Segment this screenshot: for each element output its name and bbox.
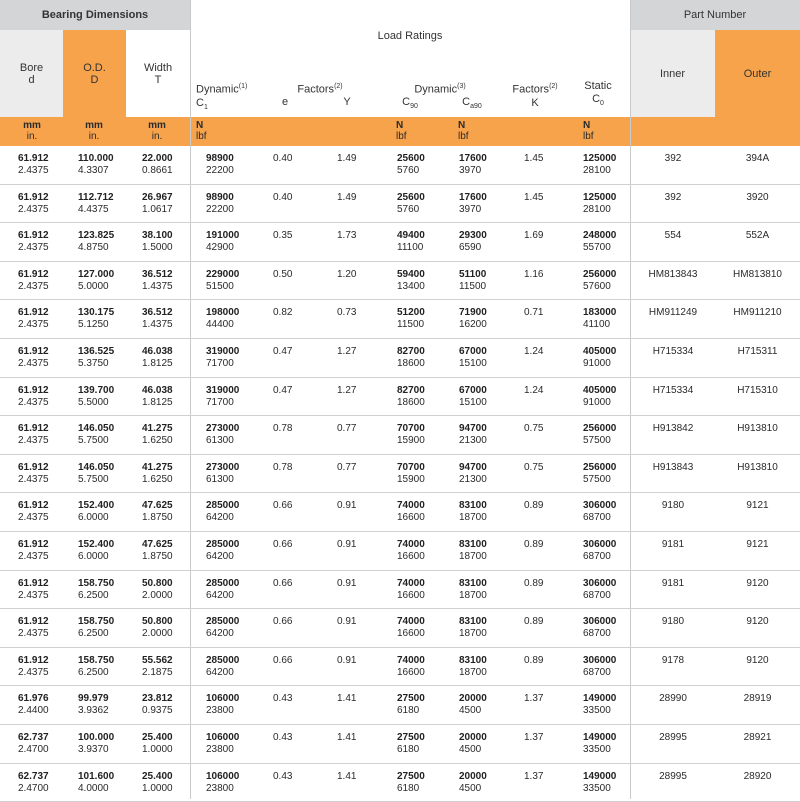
bore-cell: 61.912 2.4375 (18, 385, 78, 409)
outer-part-cell: HM813810 (720, 269, 795, 281)
e-cell: 0.66 (273, 539, 292, 551)
static-header: Static $C_0$ (568, 80, 628, 110)
k-cell: 1.37 (524, 771, 543, 783)
inner-part-cell: H715334 (638, 385, 708, 397)
width-cell: 25.400 1.0000 (142, 732, 202, 756)
c0-cell: 306000 68700 (583, 616, 643, 640)
table-row (0, 764, 800, 802)
c1-cell: 285000 64200 (206, 539, 266, 563)
bore-cell: 61.912 2.4375 (18, 423, 78, 447)
e-cell: 0.78 (273, 423, 292, 435)
table-row (0, 262, 800, 301)
bore-cell: 61.912 2.4375 (18, 578, 78, 602)
y-cell: 0.91 (337, 655, 356, 667)
y-header: Y (332, 96, 362, 108)
ca90-cell: 17600 3970 (459, 192, 519, 216)
y-cell: 1.73 (337, 230, 356, 242)
c90-cell: 82700 18600 (397, 346, 457, 370)
inner-part-cell: H715334 (638, 346, 708, 358)
od-cell: 100.000 3.9370 (78, 732, 138, 756)
e-cell: 0.78 (273, 462, 292, 474)
bore-cell: 61.912 2.4375 (18, 192, 78, 216)
y-cell: 1.41 (337, 693, 356, 705)
unit-width: mm in. (127, 120, 187, 142)
c1-cell: 285000 64200 (206, 616, 266, 640)
ca90-cell: 20000 4500 (459, 693, 519, 717)
width-cell: 23.812 0.9375 (142, 693, 202, 717)
bore-cell: 62.737 2.4700 (18, 771, 78, 795)
width-cell: 36.512 1.4375 (142, 307, 202, 331)
table-row (0, 686, 800, 725)
od-cell: 136.525 5.3750 (78, 346, 138, 370)
width-header (126, 30, 190, 117)
e-cell: 0.66 (273, 616, 292, 628)
od-cell: 146.050 5.7500 (78, 423, 138, 447)
outer-part-cell: HM911210 (720, 307, 795, 319)
bore-cell: 61.912 2.4375 (18, 616, 78, 640)
y-cell: 1.49 (337, 192, 356, 204)
y-cell: 0.73 (337, 307, 356, 319)
y-cell: 0.77 (337, 462, 356, 474)
bore-cell: 61.912 2.4375 (18, 539, 78, 563)
od-cell: 112.712 4.4375 (78, 192, 138, 216)
c90-cell: 74000 16600 (397, 616, 457, 640)
k-cell: 0.75 (524, 462, 543, 474)
e-cell: 0.82 (273, 307, 292, 319)
ca90-cell: 94700 21300 (459, 423, 519, 447)
y-cell: 1.27 (337, 385, 356, 397)
outer-part-cell: H913810 (720, 462, 795, 474)
outer-part-cell: 9121 (720, 539, 795, 551)
unit-od: mm in. (64, 120, 124, 142)
ca90-cell: 67000 15100 (459, 346, 519, 370)
c0-cell: 149000 33500 (583, 732, 643, 756)
y-cell: 0.91 (337, 500, 356, 512)
bore-cell: 61.912 2.4375 (18, 346, 78, 370)
bore-symbol: d (28, 74, 34, 86)
ca90-cell: 17600 3970 (459, 153, 519, 177)
y-cell: 1.41 (337, 732, 356, 744)
inner-part-cell: H913842 (638, 423, 708, 435)
unit-ca90: N lbf (458, 120, 498, 142)
c1-cell: 98900 22200 (206, 192, 266, 216)
c90-cell: 25600 5760 (397, 153, 457, 177)
k-cell: 1.16 (524, 269, 543, 281)
c0-cell: 306000 68700 (583, 655, 643, 679)
width-cell: 46.038 1.8125 (142, 346, 202, 370)
c90-cell: 59400 13400 (397, 269, 457, 293)
bore-cell: 62.737 2.4700 (18, 732, 78, 756)
c1-cell: 229000 51500 (206, 269, 266, 293)
ca90-cell: 83100 18700 (459, 655, 519, 679)
outer-part-cell: H913810 (720, 423, 795, 435)
outer-part-cell: 9120 (720, 578, 795, 590)
c90-cell: 70700 15900 (397, 462, 457, 486)
outer-part-cell: 9121 (720, 500, 795, 512)
c0-cell: 149000 33500 (583, 771, 643, 795)
factors1-header: Factors$^{(2)}$ (280, 80, 360, 97)
width-cell: 47.625 1.8750 (142, 500, 202, 524)
c90-cell: 27500 6180 (397, 693, 457, 717)
y-cell: 1.49 (337, 153, 356, 165)
bore-cell: 61.912 2.4375 (18, 462, 78, 486)
ca90-cell: 83100 18700 (459, 578, 519, 602)
outer-header: Outer (715, 30, 800, 117)
table-row (0, 300, 800, 339)
c90-cell: 27500 6180 (397, 771, 457, 795)
od-cell: 127.000 5.0000 (78, 269, 138, 293)
c0-cell: 306000 68700 (583, 539, 643, 563)
inner-part-cell: 9178 (638, 655, 708, 667)
bearing-dimensions-header (0, 0, 190, 30)
width-cell: 41.275 1.6250 (142, 462, 202, 486)
ca90-cell: 94700 21300 (459, 462, 519, 486)
od-cell: 123.825 4.8750 (78, 230, 138, 254)
od-header (63, 30, 126, 117)
inner-part-cell: 28995 (638, 732, 708, 744)
bore-cell: 61.912 2.4375 (18, 307, 78, 331)
inner-part-cell: 28990 (638, 693, 708, 705)
bore-cell: 61.912 2.4375 (18, 230, 78, 254)
c1-cell: 106000 23800 (206, 771, 266, 795)
ca90-cell: 29300 6590 (459, 230, 519, 254)
c0-cell: 125000 28100 (583, 153, 643, 177)
table-row (0, 339, 800, 378)
c0-cell: 183000 41100 (583, 307, 643, 331)
width-cell: 38.100 1.5000 (142, 230, 202, 254)
inner-part-cell: 9180 (638, 500, 708, 512)
dynamic3-header: Dynamic$^{(3)}$ (400, 80, 480, 97)
y-cell: 1.27 (337, 346, 356, 358)
e-cell: 0.40 (273, 192, 292, 204)
unit-c0: N lbf (583, 120, 623, 142)
e-cell: 0.40 (273, 153, 292, 165)
c90-cell: 74000 16600 (397, 500, 457, 524)
y-cell: 0.91 (337, 539, 356, 551)
c90-cell: 74000 16600 (397, 655, 457, 679)
c90-cell: 82700 18600 (397, 385, 457, 409)
table-row (0, 493, 800, 532)
table-row (0, 725, 800, 764)
width-cell: 47.625 1.8750 (142, 539, 202, 563)
outer-part-cell: 9120 (720, 655, 795, 667)
width-cell: 50.800 2.0000 (142, 616, 202, 640)
c90-cell: 51200 11500 (397, 307, 457, 331)
od-label: O.D. (83, 62, 106, 74)
bore-label: Bore (20, 62, 43, 74)
od-cell: 99.979 3.9362 (78, 693, 138, 717)
dynamic1-header: Dynamic$^{(1)}$ $C_1$ (196, 80, 256, 114)
table-row (0, 378, 800, 417)
inner-part-cell: 28995 (638, 771, 708, 783)
bearing-dimensions-title: Bearing Dimensions (42, 9, 148, 21)
inner-part-cell: 9180 (638, 616, 708, 628)
e-cell: 0.47 (273, 385, 292, 397)
outer-part-cell: H715310 (720, 385, 795, 397)
bore-cell: 61.912 2.4375 (18, 269, 78, 293)
c0-cell: 256000 57500 (583, 462, 643, 486)
c90-cell: 27500 6180 (397, 732, 457, 756)
y-cell: 0.91 (337, 578, 356, 590)
c90-cell: 49400 11100 (397, 230, 457, 254)
outer-part-cell: 9120 (720, 616, 795, 628)
e-cell: 0.43 (273, 693, 292, 705)
od-cell: 146.050 5.7500 (78, 462, 138, 486)
k-cell: 0.71 (524, 307, 543, 319)
od-cell: 152.400 6.0000 (78, 539, 138, 563)
width-cell: 26.967 1.0617 (142, 192, 202, 216)
width-symbol: T (155, 74, 162, 86)
e-header: e (270, 96, 300, 108)
bore-cell: 61.912 2.4375 (18, 500, 78, 524)
od-cell: 101.600 4.0000 (78, 771, 138, 795)
load-ratings-title: Load Ratings (190, 30, 630, 42)
table-row (0, 416, 800, 455)
y-cell: 1.20 (337, 269, 356, 281)
table-row (0, 648, 800, 687)
c0-cell: 256000 57500 (583, 423, 643, 447)
width-cell: 55.562 2.1875 (142, 655, 202, 679)
inner-part-cell: 392 (638, 153, 708, 165)
ca90-cell: 83100 18700 (459, 500, 519, 524)
c90-header: $C_{90}$ (390, 96, 430, 110)
table-row (0, 455, 800, 494)
table-row (0, 532, 800, 571)
k-cell: 1.24 (524, 385, 543, 397)
unit-bore: mm in. (2, 120, 62, 142)
bore-cell: 61.976 2.4400 (18, 693, 78, 717)
e-cell: 0.66 (273, 500, 292, 512)
e-cell: 0.43 (273, 732, 292, 744)
width-label: Width (144, 62, 172, 74)
inner-part-cell: 9181 (638, 539, 708, 551)
c0-cell: 405000 91000 (583, 346, 643, 370)
width-cell: 41.275 1.6250 (142, 423, 202, 447)
c90-cell: 74000 16600 (397, 539, 457, 563)
table-row (0, 571, 800, 610)
inner-part-cell: H913843 (638, 462, 708, 474)
outer-part-cell: 552A (720, 230, 795, 242)
ca90-cell: 83100 18700 (459, 539, 519, 563)
part-number-header (630, 0, 800, 30)
width-cell: 36.512 1.4375 (142, 269, 202, 293)
c1-cell: 198000 44400 (206, 307, 266, 331)
c1-cell: 273000 61300 (206, 462, 266, 486)
k-cell: 1.24 (524, 346, 543, 358)
c0-cell: 405000 91000 (583, 385, 643, 409)
inner-part-cell: 554 (638, 230, 708, 242)
bore-header (0, 30, 63, 117)
od-cell: 158.750 6.2500 (78, 616, 138, 640)
outer-part-cell: 28919 (720, 693, 795, 705)
k-cell: 0.89 (524, 578, 543, 590)
od-cell: 158.750 6.2500 (78, 578, 138, 602)
c1-cell: 191000 42900 (206, 230, 266, 254)
width-cell: 46.038 1.8125 (142, 385, 202, 409)
k-cell: 1.37 (524, 693, 543, 705)
table-row (0, 146, 800, 185)
y-cell: 1.41 (337, 771, 356, 783)
c1-cell: 106000 23800 (206, 693, 266, 717)
y-cell: 0.91 (337, 616, 356, 628)
k-cell: 0.75 (524, 423, 543, 435)
e-cell: 0.66 (273, 655, 292, 667)
k-cell: 0.89 (524, 500, 543, 512)
c0-cell: 306000 68700 (583, 500, 643, 524)
inner-part-cell: 9181 (638, 578, 708, 590)
od-cell: 110.000 4.3307 (78, 153, 138, 177)
e-cell: 0.47 (273, 346, 292, 358)
ca90-cell: 51100 11500 (459, 269, 519, 293)
c0-cell: 125000 28100 (583, 192, 643, 216)
outer-part-cell: 28920 (720, 771, 795, 783)
inner-part-cell: 392 (638, 192, 708, 204)
e-cell: 0.43 (273, 771, 292, 783)
outer-part-cell: 28921 (720, 732, 795, 744)
k-cell: 1.45 (524, 153, 543, 165)
od-cell: 130.175 5.1250 (78, 307, 138, 331)
width-cell: 22.000 0.8661 (142, 153, 202, 177)
c1-cell: 285000 64200 (206, 500, 266, 524)
outer-part-cell: H715311 (720, 346, 795, 358)
outer-part-cell: 394A (720, 153, 795, 165)
c90-cell: 25600 5760 (397, 192, 457, 216)
outer-part-cell: 3920 (720, 192, 795, 204)
c90-cell: 70700 15900 (397, 423, 457, 447)
width-cell: 50.800 2.0000 (142, 578, 202, 602)
ca90-cell: 67000 15100 (459, 385, 519, 409)
bore-cell: 61.912 2.4375 (18, 153, 78, 177)
inner-part-cell: HM911249 (638, 307, 708, 319)
k-cell: 1.69 (524, 230, 543, 242)
data-rows (0, 146, 800, 802)
inner-part-cell: HM813843 (638, 269, 708, 281)
c1-cell: 285000 64200 (206, 578, 266, 602)
c0-cell: 306000 68700 (583, 578, 643, 602)
width-cell: 25.400 1.0000 (142, 771, 202, 795)
k-cell: 0.89 (524, 655, 543, 667)
k-cell: 1.45 (524, 192, 543, 204)
c1-cell: 319000 71700 (206, 346, 266, 370)
c1-cell: 319000 71700 (206, 385, 266, 409)
table-row (0, 185, 800, 224)
c0-cell: 149000 33500 (583, 693, 643, 717)
bore-cell: 61.912 2.4375 (18, 655, 78, 679)
od-cell: 152.400 6.0000 (78, 500, 138, 524)
e-cell: 0.66 (273, 578, 292, 590)
ca90-cell: 20000 4500 (459, 732, 519, 756)
unit-c1: N lbf (196, 120, 236, 142)
k-cell: 1.37 (524, 732, 543, 744)
k-cell: 0.89 (524, 616, 543, 628)
c0-cell: 248000 55700 (583, 230, 643, 254)
c1-cell: 285000 64200 (206, 655, 266, 679)
c1-cell: 273000 61300 (206, 423, 266, 447)
c1-cell: 98900 22200 (206, 153, 266, 177)
c1-cell: 106000 23800 (206, 732, 266, 756)
e-cell: 0.35 (273, 230, 292, 242)
ca90-cell: 71900 16200 (459, 307, 519, 331)
c90-cell: 74000 16600 (397, 578, 457, 602)
inner-header: Inner (630, 30, 715, 117)
factors2-header: Factors$^{(2)}$ K (505, 80, 565, 110)
ca90-cell: 20000 4500 (459, 771, 519, 795)
unit-c90: N lbf (396, 120, 436, 142)
e-cell: 0.50 (273, 269, 292, 281)
c0-cell: 256000 57600 (583, 269, 643, 293)
table-row (0, 609, 800, 648)
ca90-cell: 83100 18700 (459, 616, 519, 640)
ca90-header: $C_{a90}$ (452, 96, 492, 110)
y-cell: 0.77 (337, 423, 356, 435)
k-cell: 0.89 (524, 539, 543, 551)
table-row (0, 223, 800, 262)
od-cell: 158.750 6.2500 (78, 655, 138, 679)
od-symbol: D (91, 74, 99, 86)
part-number-title: Part Number (684, 9, 746, 21)
od-cell: 139.700 5.5000 (78, 385, 138, 409)
